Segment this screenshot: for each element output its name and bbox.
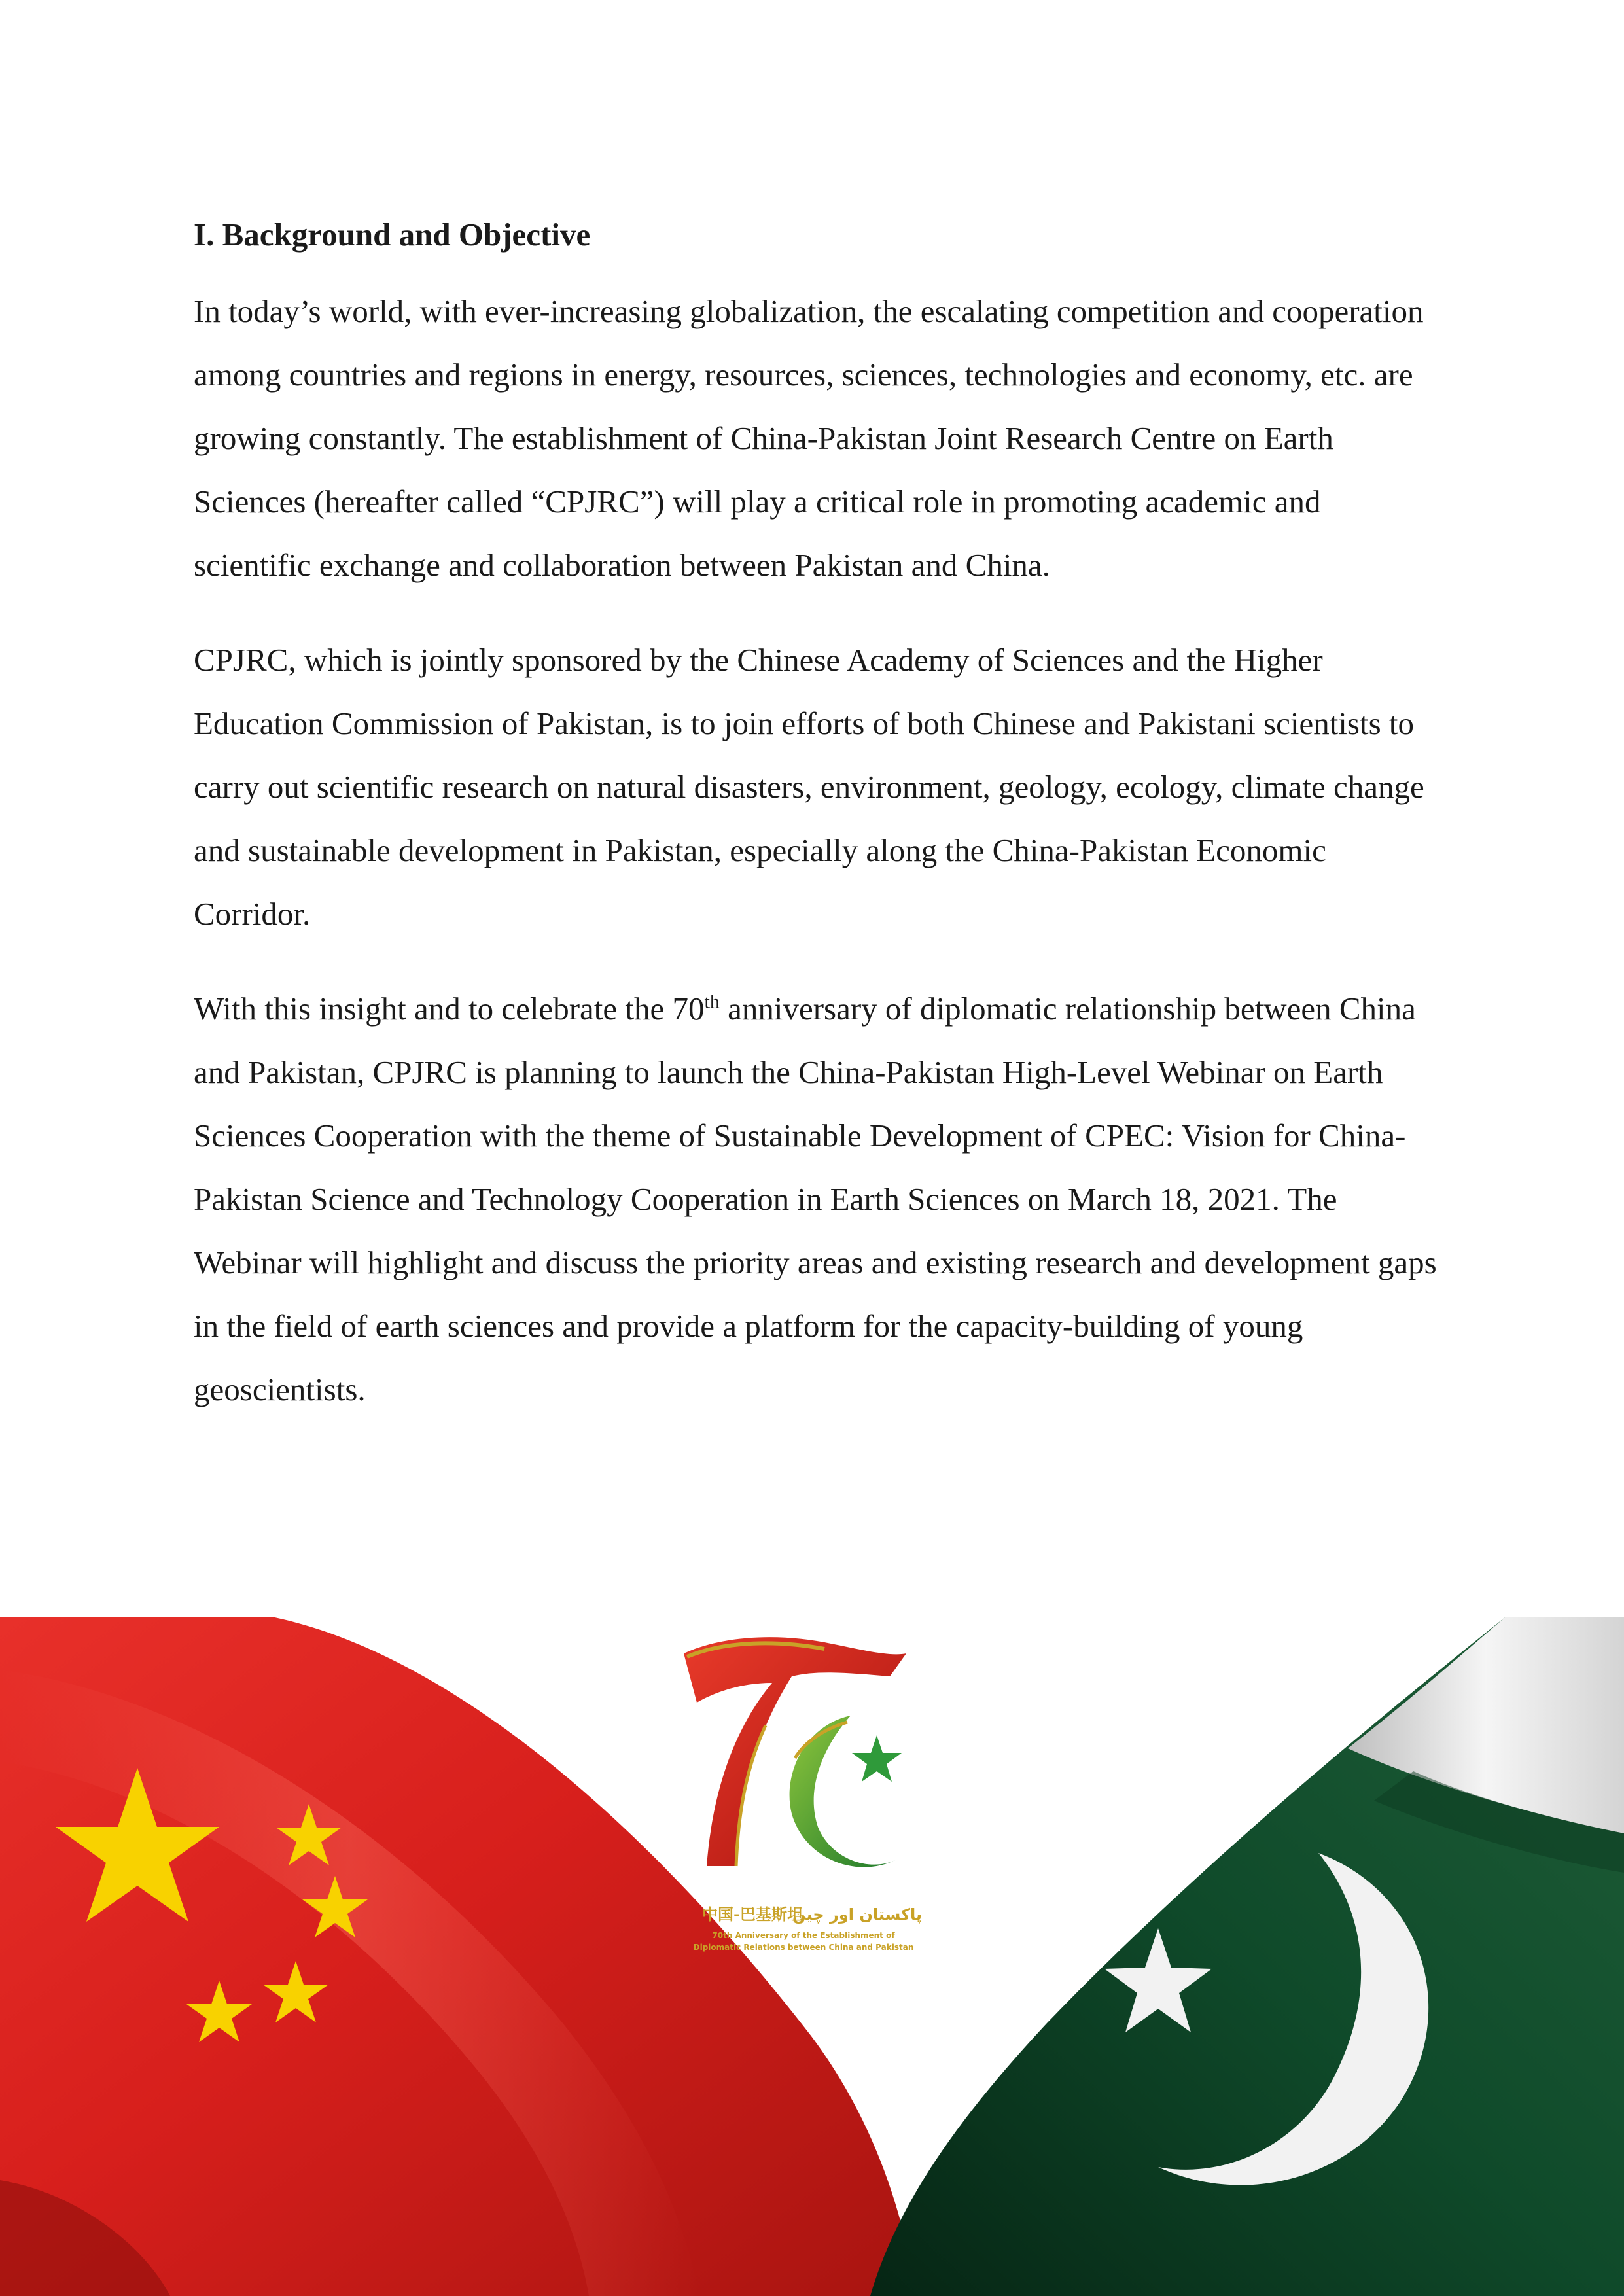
- logo-chinese-text: 中国-巴基斯坦: [702, 1905, 803, 1924]
- document-body: [194, 216, 1437, 1453]
- flags-illustration: [0, 1617, 1624, 2296]
- logo-caption-line2: Diplomatic Relations between China and Pakistan: [693, 1943, 914, 1952]
- china-flag: [0, 1617, 916, 2296]
- paragraph-webinar-part2: anniversary of diplomatic relationship between China and Pakistan, CPJRC is planning to launch the China-Pakistan High-Level Webinar on Earth Sciences Cooperation with the theme of Sustainable Development of CPEC: Vision for China-Pakistan Science and Technology Cooperation in Earth Sciences on March 18, 2021. The Webinar will highlight and discuss the priority areas and existing research and development gaps in the field of earth sciences and provide a platform for the capacity-building of young geoscientists.: [194, 990, 1437, 1407]
- section-heading: I. Background and Objective: [194, 217, 591, 253]
- anniversary-logo: [684, 1637, 922, 1952]
- logo-caption-line1: 70th Anniversary of the Establishment of: [712, 1931, 895, 1940]
- ordinal-suffix: th: [704, 991, 720, 1013]
- flags-banner: [0, 1617, 1624, 2296]
- paragraph-cpjrc: CPJRC, which is jointly sponsored by the Chinese Academy of Sciences and the Higher Education Commission of Pakistan, is to join efforts of both Chinese and Pakistani scientists to carry out scientific research on natural disasters, environment, geology, ecology, climate change and sustainable development in Pakistan, especially along the China-Pakistan Economic Corridor.: [194, 641, 1424, 932]
- logo-urdu-text: پاکستان اور چین: [792, 1905, 923, 1924]
- paragraph-webinar-part1: With this insight and to celebrate the 70: [194, 990, 705, 1027]
- paragraph-background: In today’s world, with ever-increasing globalization, the escalating competition and cooperation among countries and regions in energy, resources, sciences, technologies and economy, etc. are growing constantly. The establishment of China-Pakistan Joint Research Centre on Earth Sciences (hereafter called “CPJRC”) will play a critical role in promoting academic and scientific exchange and collaboration between Pakistan and China.: [194, 292, 1424, 583]
- paragraph-webinar: [194, 977, 1437, 1421]
- pakistan-flag: [870, 1617, 1624, 2296]
